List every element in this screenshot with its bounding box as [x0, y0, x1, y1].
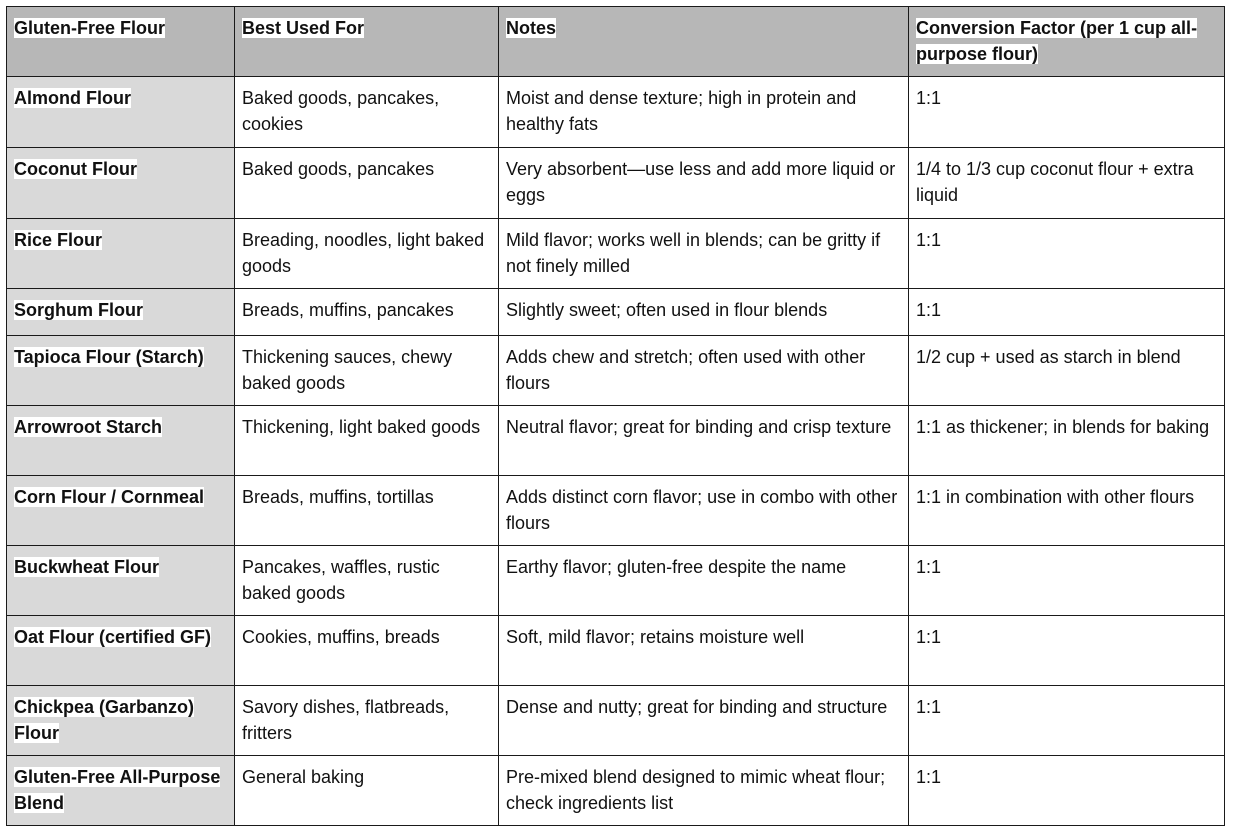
- conversion-cell: 1:1: [909, 756, 1225, 826]
- flour-name-cell: [7, 686, 235, 756]
- header-label: Conversion Factor (per 1 cup all-purpose flour): [916, 18, 1198, 64]
- flour-name: Chickpea (Garbanzo) Flour: [14, 697, 195, 743]
- table-row: [7, 336, 1225, 406]
- notes-cell: Earthy flavor; gluten-free despite the name: [499, 546, 909, 616]
- header-notes: [499, 7, 909, 77]
- header-row: [7, 7, 1225, 77]
- best-used-for-cell: Breads, muffins, tortillas: [235, 476, 499, 546]
- header-label: Notes: [506, 18, 557, 38]
- header-gluten-free-flour: [7, 7, 235, 77]
- conversion-cell: 1:1 in combination with other flours: [909, 476, 1225, 546]
- best-used-for-cell: Savory dishes, flatbreads, fritters: [235, 686, 499, 756]
- notes-cell: Soft, mild flavor; retains moisture well: [499, 616, 909, 686]
- flour-name: Buckwheat Flour: [14, 557, 160, 577]
- header-conversion-factor: [909, 7, 1225, 77]
- best-used-for-cell: Breads, muffins, pancakes: [235, 289, 499, 336]
- table-row: [7, 219, 1225, 289]
- conversion-cell: 1:1: [909, 77, 1225, 148]
- flour-name: Gluten-Free All-Purpose Blend: [14, 767, 221, 813]
- notes-cell: Slightly sweet; often used in flour blends: [499, 289, 909, 336]
- header-best-used-for: [235, 7, 499, 77]
- notes-cell: Mild flavor; works well in blends; can be gritty if not finely milled: [499, 219, 909, 289]
- best-used-for-cell: Cookies, muffins, breads: [235, 616, 499, 686]
- notes-cell: Adds chew and stretch; often used with other flours: [499, 336, 909, 406]
- notes-cell: Neutral flavor; great for binding and crisp texture: [499, 406, 909, 476]
- table-row: [7, 616, 1225, 686]
- conversion-cell: 1/4 to 1/3 cup coconut flour + extra liquid: [909, 148, 1225, 219]
- best-used-for-cell: Thickening sauces, chewy baked goods: [235, 336, 499, 406]
- flour-name-cell: [7, 616, 235, 686]
- table-row: [7, 289, 1225, 336]
- table-row: [7, 406, 1225, 476]
- header-label: Gluten-Free Flour: [14, 18, 166, 38]
- notes-cell: Pre-mixed blend designed to mimic wheat flour; check ingredients list: [499, 756, 909, 826]
- flour-name-cell: [7, 406, 235, 476]
- flour-name-cell: [7, 336, 235, 406]
- flour-name: Arrowroot Starch: [14, 417, 163, 437]
- conversion-cell: 1:1: [909, 616, 1225, 686]
- flour-name-cell: [7, 77, 235, 148]
- best-used-for-cell: Breading, noodles, light baked goods: [235, 219, 499, 289]
- header-label: Best Used For: [242, 18, 365, 38]
- conversion-cell: 1:1: [909, 546, 1225, 616]
- table-row: [7, 756, 1225, 826]
- conversion-cell: 1:1: [909, 219, 1225, 289]
- table-row: [7, 686, 1225, 756]
- notes-cell: Very absorbent—use less and add more liquid or eggs: [499, 148, 909, 219]
- notes-cell: Dense and nutty; great for binding and structure: [499, 686, 909, 756]
- flour-name-cell: [7, 756, 235, 826]
- best-used-for-cell: Pancakes, waffles, rustic baked goods: [235, 546, 499, 616]
- flour-name-cell: [7, 148, 235, 219]
- best-used-for-cell: General baking: [235, 756, 499, 826]
- flour-name: Almond Flour: [14, 88, 131, 108]
- flour-name: Sorghum Flour: [14, 300, 143, 320]
- table-row: [7, 476, 1225, 546]
- flour-name: Oat Flour (certified GF): [14, 627, 212, 647]
- table-row: [7, 546, 1225, 616]
- table-row: [7, 148, 1225, 219]
- flour-name: Tapioca Flour (Starch): [14, 347, 204, 367]
- notes-cell: Moist and dense texture; high in protein and healthy fats: [499, 77, 909, 148]
- flour-name: Coconut Flour: [14, 159, 137, 179]
- notes-cell: Adds distinct corn flavor; use in combo with other flours: [499, 476, 909, 546]
- flour-name-cell: [7, 476, 235, 546]
- flour-name-cell: [7, 289, 235, 336]
- flour-name-cell: [7, 546, 235, 616]
- best-used-for-cell: Thickening, light baked goods: [235, 406, 499, 476]
- best-used-for-cell: Baked goods, pancakes: [235, 148, 499, 219]
- conversion-cell: 1/2 cup + used as starch in blend: [909, 336, 1225, 406]
- conversion-cell: 1:1: [909, 686, 1225, 756]
- conversion-cell: 1:1: [909, 289, 1225, 336]
- table-body: [7, 77, 1225, 826]
- conversion-cell: 1:1 as thickener; in blends for baking: [909, 406, 1225, 476]
- flour-name: Corn Flour / Cornmeal: [14, 487, 205, 507]
- flour-name: Rice Flour: [14, 230, 103, 250]
- best-used-for-cell: Baked goods, pancakes, cookies: [235, 77, 499, 148]
- flour-name-cell: [7, 219, 235, 289]
- table-header: [7, 7, 1225, 77]
- flour-conversion-table: [6, 6, 1225, 826]
- table-row: [7, 77, 1225, 148]
